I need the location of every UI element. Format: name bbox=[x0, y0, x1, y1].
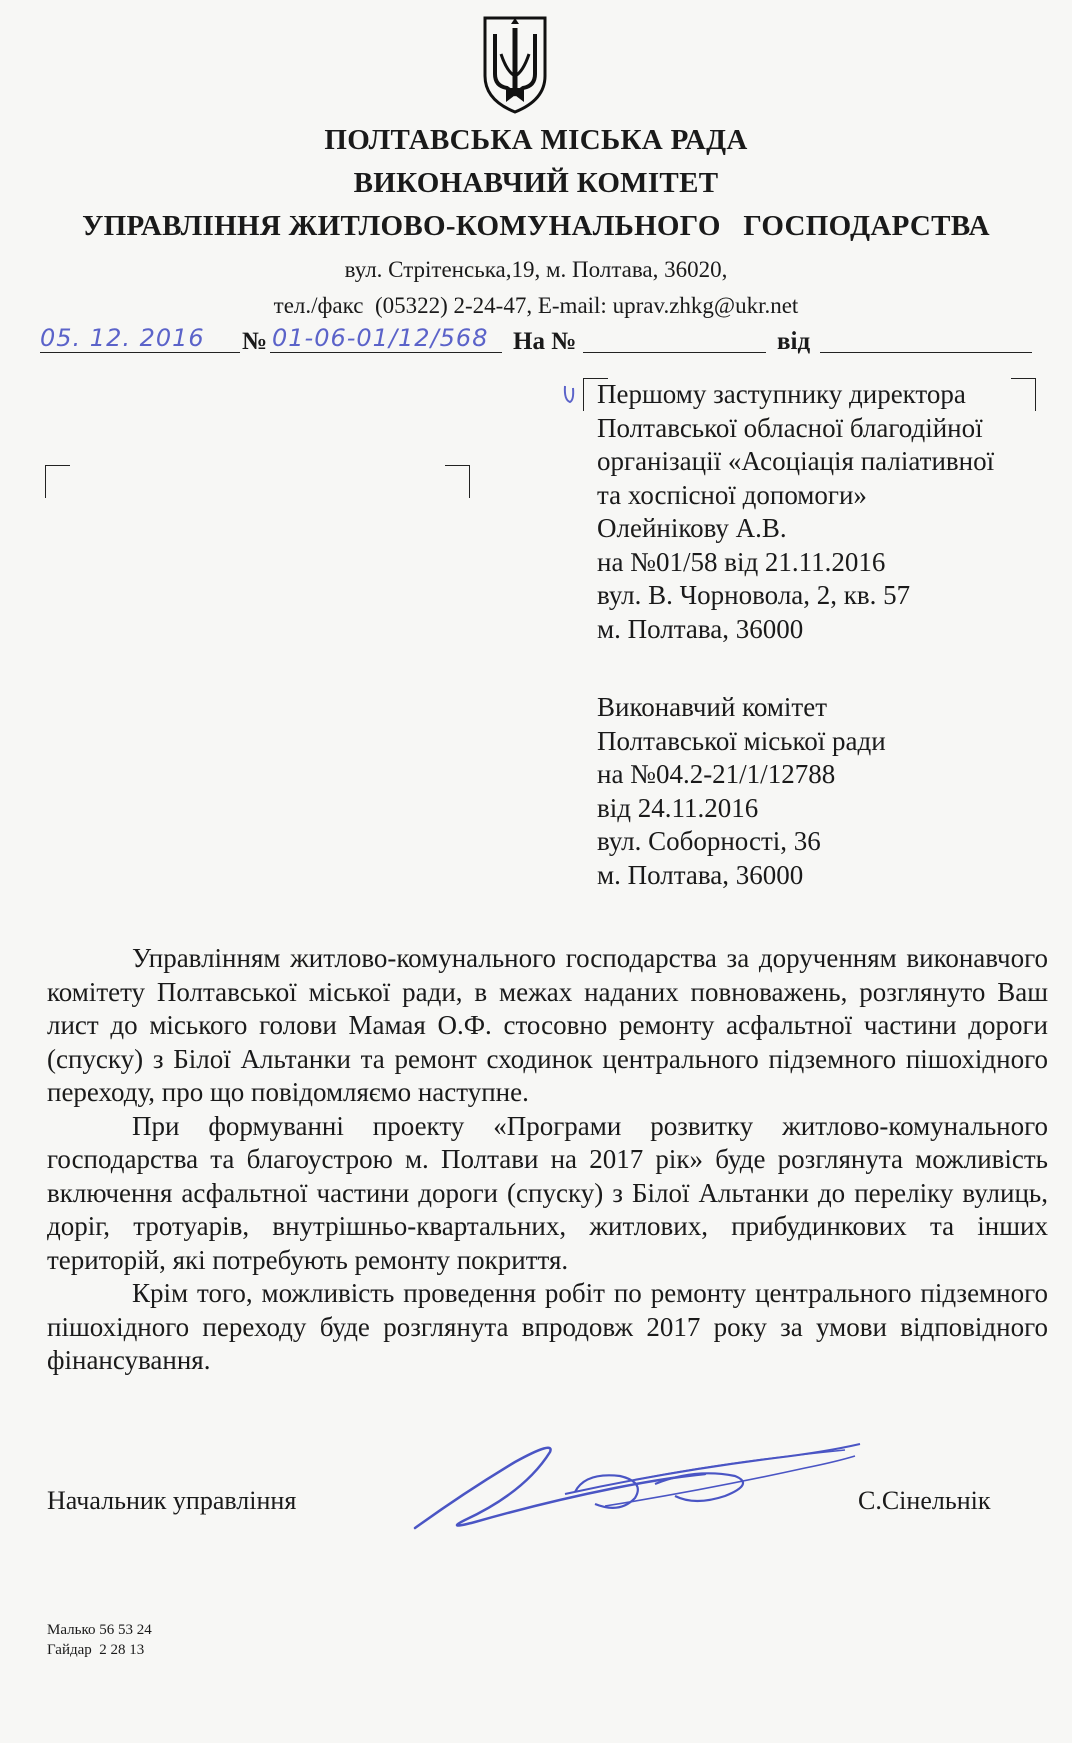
tryzub-emblem-icon bbox=[481, 14, 549, 114]
addressee-line: м. Полтава, 36000 bbox=[597, 859, 804, 890]
contact-footer-line: Малько 56 53 24 bbox=[47, 1622, 152, 1638]
from-label: від bbox=[777, 328, 811, 355]
org-name-city-council: ПОЛТАВСЬКА МІСЬКА РАДА bbox=[324, 124, 748, 156]
in-reply-label: На № bbox=[513, 328, 577, 355]
addressee-line: організації «Асоціація паліативної bbox=[597, 446, 995, 476]
org-contacts: тел./факс (05322) 2-24-47, E-mail: uprav.zhkg@ukr.net bbox=[273, 293, 799, 318]
org-name-department: УПРАВЛІННЯ ЖИТЛОВО-КОМУНАЛЬНОГО ГОСПОДАРСТВА bbox=[82, 210, 990, 242]
corner-mark-top-right bbox=[445, 465, 470, 498]
addressee-line: та хоспісної допомоги» bbox=[597, 479, 867, 510]
addressee-line: від 24.11.2016 bbox=[597, 792, 759, 823]
org-address: вул. Стрітенська,19, м. Полтава, 36020, bbox=[344, 257, 728, 282]
body-paragraph: При формуванні проекту «Програми розвитку житлово-комунального господарства та благоустрою м. Полтави на 2017 рік» буде розглянута можливість включення асфальтної частини дороги (спуску) з Білої Альтанки до переліку вулиць, доріг, тротуарів, внутрішньо-квартальних, житлових, прибудинкових та інших територій, які потребують ремонту покриття. bbox=[47, 1110, 1048, 1275]
outgoing-number: 01-06-01/12/568 bbox=[272, 324, 489, 352]
org-name-executive-committee: ВИКОНАВЧИЙ КОМІТЕТ bbox=[353, 167, 719, 199]
addressee-line: Олейнікову А.В. bbox=[597, 513, 787, 543]
addressee-line: вул. В. Чорновола, 2, кв. 57 bbox=[597, 580, 911, 610]
signatory-position: Начальник управління bbox=[47, 1486, 297, 1515]
outgoing-number-label: № bbox=[242, 328, 268, 355]
addressee-line: Першому заступнику директора bbox=[597, 379, 966, 409]
outgoing-date: 05. 12. 2016 bbox=[40, 324, 205, 352]
body-paragraph: Управлінням житлово-комунального господарства за дорученням виконавчого комітету Полтавської міської ради, в межах наданих повноважень, розглянуто Ваш лист до міського голови Мамая О.Ф. стосовно ремонту асфальтної частини дороги (спуску) з Білої Альтанки та ремонт сходинок центрального підземного пішохідного переходу, про що повідомляємо наступне. bbox=[47, 943, 1048, 1107]
body-paragraph: Крім того, можливість проведення робіт по ремонту центрального підземного пішохідного переходу буде розглянута впродовж 2017 року за умови відповідного фінансування. bbox=[47, 1278, 1048, 1375]
addressee-line: вул. Соборності, 36 bbox=[597, 826, 821, 856]
addressee-line: м. Полтава, 36000 bbox=[597, 613, 804, 644]
addressee-line: Виконавчий комітет bbox=[597, 692, 827, 722]
addressee-line: Полтавської обласної благодійної bbox=[597, 412, 983, 443]
handwritten-tick-icon bbox=[562, 384, 576, 411]
corner-mark-top-left bbox=[45, 465, 70, 498]
addressee-line: на №01/58 від 21.11.2016 bbox=[597, 546, 886, 577]
addressee-line: на №04.2-21/1/12788 bbox=[597, 759, 836, 789]
letter-body bbox=[47, 942, 1048, 1378]
addressee-line: Полтавської міської ради bbox=[597, 725, 886, 756]
addressee-block bbox=[597, 378, 1037, 892]
signatory-name: С.Сінельнік bbox=[858, 1486, 991, 1515]
registration-row bbox=[40, 324, 1040, 368]
contact-footer-line: Гайдар 2 28 13 bbox=[47, 1642, 145, 1658]
handwritten-signature-icon bbox=[405, 1432, 865, 1547]
